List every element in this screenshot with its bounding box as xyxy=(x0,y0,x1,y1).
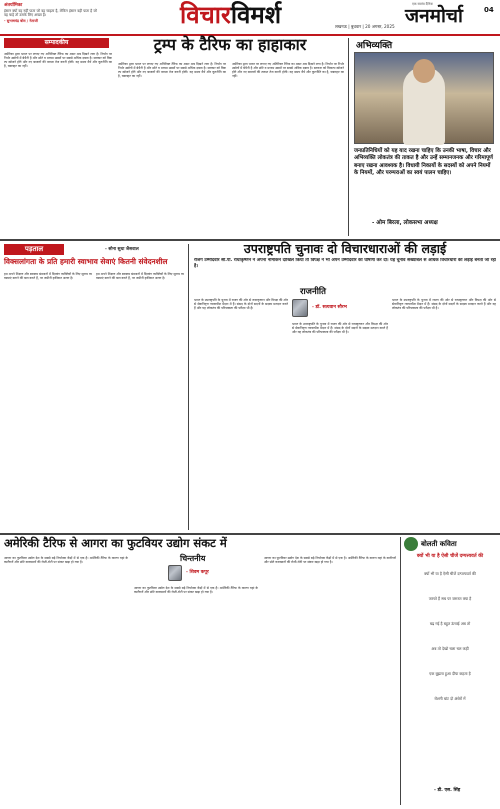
bottom-section: चिन्तनीय xyxy=(180,553,206,563)
masthead-quote-label: अंतर्यामिका xyxy=(4,3,23,8)
bottom-headline: अमेरिकी टैरिफ से आगरा का फुटवियर उद्योग संकट में xyxy=(4,536,227,550)
masthead-quote: इंसान क्यों वह नहीं पाता जो वह चाहता है, लेकिन इंसान वही पाता है जो वह चाहे तो उसके लिए अच्छा है। xyxy=(4,9,97,18)
poem-author: - डी. एस. सिंह xyxy=(434,788,461,793)
poem-label: बोलती कविता xyxy=(421,539,457,548)
padtaal-author: - सोना सुधा जैसवाल xyxy=(105,247,139,252)
lead-col-1: भारत के उपराष्ट्रपति के चुनाव में राजग की ओर से राधाकृष्णन और विपक्ष की ओर से सेवानिवृत्त न्यायाधीश मैदान में हैं। संसद के दोनों सदनों के सदस्य मतदान करते हैं और यह लोकतंत्र की परिपक्वता की परीक्षा भी है। xyxy=(194,298,288,311)
masthead-quote-attrib: - सुभाषचंद्र बोस / नेताजी xyxy=(4,18,38,23)
poem-line: अब तो देखो चला चल कहीं xyxy=(431,646,469,651)
editorial-label: सम्पादकीय xyxy=(4,38,109,48)
padtaal-body xyxy=(4,272,184,530)
poem-line: क्यों भी या है ऐसी चीजें दम्पत्त्यवर्त की xyxy=(424,571,476,576)
speaker-face xyxy=(413,59,435,83)
bottom-col-3: आगरा का फुटवियर उद्योग देश के सबसे बड़े निर्यातक केंद्रों में से एक है। अमेरिकी टैरिफ के कारण यहां के कारीगरों और छोटे कारखानों की रोजी-रोटी पर संकट खड़ा हो गया है। xyxy=(264,556,396,565)
brand-logo: जनमोर्चा xyxy=(405,5,463,27)
bottom-col-2: आगरा का फुटवियर उद्योग देश के सबसे बड़े निर्यातक केंद्रों में से एक है। अमेरिकी टैरिफ के कारण यहां के कारीगरों और छोटे कारखानों की रोजी-रोटी पर संकट खड़ा हो गया है। xyxy=(134,586,258,595)
quote-box-label: अभिव्यक्ति xyxy=(356,41,393,51)
lead-author: - डॉ. सत्यवान सौरभ xyxy=(312,305,347,310)
section-title: विचारविमर्श xyxy=(180,0,282,29)
poem-icon xyxy=(404,537,418,551)
poem-line: रोशनी बांट दो अंधेरों में xyxy=(434,696,466,701)
padtaal-headline: विक्सलांगता के प्रति हमारी स्वाभाव सेवाएं कितनी संवेदनशील xyxy=(4,257,168,266)
bottom-body xyxy=(4,556,396,806)
editorial-col-2: अमेरिका द्वारा भारत पर लगाए गए अतिरिक्त टैरिफ का असर अब दिखने लगा है। निर्यात पर निर्भर उद्योगों में बेचैनी है और छोटे व मध्यम उद्यमों पर सबसे अधिक दबाव है। सरकार को विकल्प खोजने होंगे और नए बाजारों की तलाश तेज करनी होगी। यह समय धैर्य और कूटनीति का है, घबराहट का नहीं। xyxy=(118,62,226,79)
quote-text: जनप्रतिनिधियों को यह याद रखना चाहिए कि उनकी भाषा, विचार और अभिव्यक्ति लोकतंत्र की ताकत है और उन्हें सम्मानजनक और गरिमापूर्ण बनाए रखना आवश्यक है। विधायी निकायों के सदस्यों को अपने नियमों के नियमों, और परम्पराओं का स्वयं पालन चाहिए। xyxy=(354,148,493,176)
quote-attribution: - ओम बिरला, लोकसभा अध्यक्ष xyxy=(372,220,438,226)
poem-title: क्यों भी या है ऐसी चीजें दम्पत्त्यवर्त की xyxy=(416,554,484,559)
editorial-col-3: अमेरिका द्वारा भारत पर लगाए गए अतिरिक्त टैरिफ का असर अब दिखने लगा है। निर्यात पर निर्भर उद्योगों में बेचैनी है और छोटे व मध्यम उद्यमों पर सबसे अधिक दबाव है। सरकार को विकल्प खोजने होंगे और नए बाजारों की तलाश तेज करनी होगी। यह समय धैर्य और कूटनीति का है, घबराहट का नहीं। xyxy=(232,62,344,79)
padtaal-label: पड़ताल xyxy=(4,244,64,255)
editorial-col-1: अमेरिका द्वारा भारत पर लगाए गए अतिरिक्त टैरिफ का असर अब दिखने लगा है। निर्यात पर निर्भर उद्योगों में बेचैनी है और छोटे व मध्यम उद्यमों पर सबसे अधिक दबाव है। सरकार को विकल्प खोजने होंगे और नए बाजारों की तलाश तेज करनी होगी। यह समय धैर्य और कूटनीति का है, घबराहट का नहीं। xyxy=(4,52,112,69)
poem-line: बढ़ गई है बहुत ऊंचाई अब तो xyxy=(429,621,471,626)
quote-box xyxy=(352,38,496,238)
column-divider xyxy=(400,537,401,805)
lead-section: राजनीति xyxy=(300,287,326,297)
lead-col-2: भारत के उपराष्ट्रपति के चुनाव में राजग की ओर से राधाकृष्णन और विपक्ष की ओर से सेवानिवृत्त न्यायाधीश मैदान में हैं। संसद के दोनों सदनों के सदस्य मतदान करते हैं और यह लोकतंत्र की परिपक्वता की परीक्षा भी है। xyxy=(292,322,388,335)
padtaal-col-2: हम अपने शिक्षण और स्वास्थ्य संस्थानों में दिव्यांग व्यक्तियों के लिए सुलभ व्यवस्थाएं बनाने की बात करते हैं, पर जमीनी हकीकत अलग है। xyxy=(96,272,184,281)
poem-line: जानते हैं सब पर जरूरत क्या है xyxy=(428,596,472,601)
lead-col-3: भारत के उपराष्ट्रपति के चुनाव में राजग की ओर से राधाकृष्णन और विपक्ष की ओर से सेवानिवृत्त न्यायाधीश मैदान में हैं। संसद के दोनों सदनों के सदस्य मतदान करते हैं और यह लोकतंत्र की परिपक्वता की परीक्षा भी है। xyxy=(392,298,496,311)
column-divider xyxy=(188,244,189,530)
speaker-photo xyxy=(354,52,494,144)
lead-headline: उपराष्ट्रपति चुनावः दो विचारधाराओं की लड़ाई xyxy=(243,241,447,256)
poem-box xyxy=(404,537,496,805)
poem-lines xyxy=(404,571,496,701)
lead-body xyxy=(194,298,496,530)
date-line: लखनऊ | बुधवार | 20 अगस्त, 2025 xyxy=(335,24,395,29)
padtaal-col-1: हम अपने शिक्षण और स्वास्थ्य संस्थानों में दिव्यांग व्यक्तियों के लिए सुलभ व्यवस्थाएं बनाने की बात करते हैं, पर जमीनी हकीकत अलग है। xyxy=(4,272,92,281)
page-number: 04 xyxy=(484,6,494,14)
editorial-headline: ट्रम्प के टैरिफ का हाहाकार xyxy=(153,35,307,54)
lead-intro: राजग उम्मीदवार सी.पी. राधाकृष्णन ने अपना नामांकन दाखिल किया तो विपक्ष ने भी अपने उम्मीदवार की घोषणा कर दी। यह चुनाव संख्याबल से अधिक विचारधारा की लड़ाई बनता जा रहा है। xyxy=(194,258,496,269)
bottom-col-1: आगरा का फुटवियर उद्योग देश के सबसे बड़े निर्यातक केंद्रों में से एक है। अमेरिकी टैरिफ के कारण यहां के कारीगरों और छोटे कारखानों की रोजी-रोटी पर संकट खड़ा हो गया है। xyxy=(4,556,128,565)
bottom-author: - शिवम कपूर xyxy=(186,570,209,575)
section-rule xyxy=(0,533,500,535)
editorial-body xyxy=(4,52,344,235)
masthead xyxy=(0,0,500,36)
brand-tagline: एक स्वतंत्र दैनिक xyxy=(412,2,433,6)
poem-line: एक बुझता हुआ दीया कहता है xyxy=(429,671,471,676)
column-divider xyxy=(348,38,349,236)
